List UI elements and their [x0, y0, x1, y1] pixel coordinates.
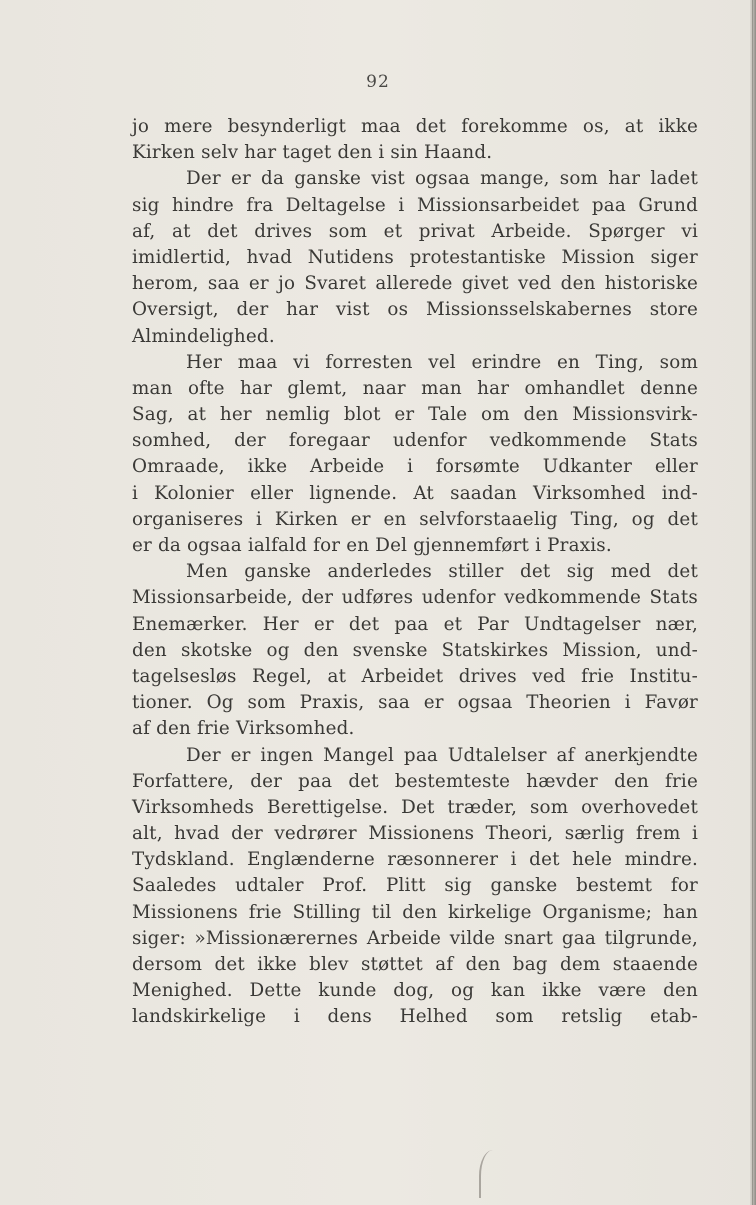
text-line: i Kolonier eller lignende. At saadan Virksomhed ind-: [132, 482, 698, 504]
text-line: den skotske og den svenske Statskirkes Mission, und-: [132, 639, 698, 661]
text-line: landskirkelige i dens Helhed som retslig etab-: [132, 1006, 698, 1028]
text-line: somhed, der foregaar udenfor vedkommende Stats: [132, 430, 698, 452]
text-line: Men ganske anderledes stiller det sig med det: [186, 561, 698, 583]
text-line: herom, saa er jo Svaret allerede givet ved den historiske: [132, 273, 698, 295]
text-line: alt, hvad der vedrører Missionens Theori, særlig frem i: [132, 823, 698, 845]
text-line: af den frie Virksomhed.: [132, 718, 355, 740]
body-text: [132, 114, 698, 1031]
text-line: imidlertid, hvad Nutidens protestantiske Mission siger: [132, 246, 698, 268]
text-line: Forfattere, der paa det bestemteste hævder den frie: [132, 770, 698, 792]
text-line: organiseres i Kirken er en selvforstaaelig Ting, og det: [132, 508, 698, 530]
text-line: Saaledes udtaler Prof. Plitt sig ganske bestemt for: [132, 875, 698, 897]
text-line: jo mere besynderligt maa det forekomme os, at ikke: [132, 116, 698, 137]
text-line: Menighed. Dette kunde dog, og kan ikke være den: [132, 980, 698, 1002]
text-line: Enemærker. Her er det paa et Par Undtagelser nær,: [132, 613, 698, 635]
text-line: Der er da ganske vist ogsaa mange, som har ladet: [186, 168, 698, 190]
text-line: Kirken selv har taget den i sin Haand.: [132, 142, 493, 164]
text-line: Der er ingen Mangel paa Udtalelser af anerkjendte: [186, 744, 698, 766]
page-number: 92: [366, 72, 390, 92]
text-line: Virksomheds Berettigelse. Det træder, som overhovedet: [132, 796, 698, 818]
text-line: dersom det ikke blev støttet af den bag dem staaende: [132, 954, 698, 975]
page-edge: [750, 0, 756, 1205]
page-edge-line: [752, 0, 753, 1205]
text-line: sig hindre fra Deltagelse i Missionsarbeidet paa Grund: [132, 194, 698, 216]
text-line: Almindelighed.: [132, 325, 275, 347]
text-line: tioner. Og som Praxis, saa er ogsaa Theorien i Favør: [132, 692, 698, 714]
text-line: Oversigt, der har vist os Missionsselskabernes store: [132, 299, 698, 321]
text-line: man ofte har glemt, naar man har omhandlet denne: [132, 377, 698, 399]
text-line: af, at det drives som et privat Arbeide. Spørger vi: [132, 220, 698, 242]
pencil-mark: [479, 1150, 505, 1198]
text-line: Tydskland. Englænderne ræsonnerer i det hele mindre.: [132, 849, 698, 871]
text-line: Sag, at her nemlig blot er Tale om den Missionsvirk-: [132, 404, 698, 426]
text-line: Missionens frie Stilling til den kirkelige Organisme; han: [132, 901, 698, 923]
text-line: Omraade, ikke Arbeide i forsømte Udkanter eller: [132, 456, 698, 478]
text-line: Missionsarbeide, der udføres udenfor vedkommende Stats: [132, 587, 698, 609]
text-line: siger: »Missionærernes Arbeide vilde snart gaa tilgrunde,: [132, 927, 698, 949]
text-line: tagelsesløs Regel, at Arbeidet drives ved frie Institu-: [132, 665, 698, 687]
text-line: Her maa vi forresten vel erindre en Ting, som: [186, 351, 698, 373]
text-line: er da ogsaa ialfald for en Del gjennemført i Praxis.: [132, 535, 612, 556]
